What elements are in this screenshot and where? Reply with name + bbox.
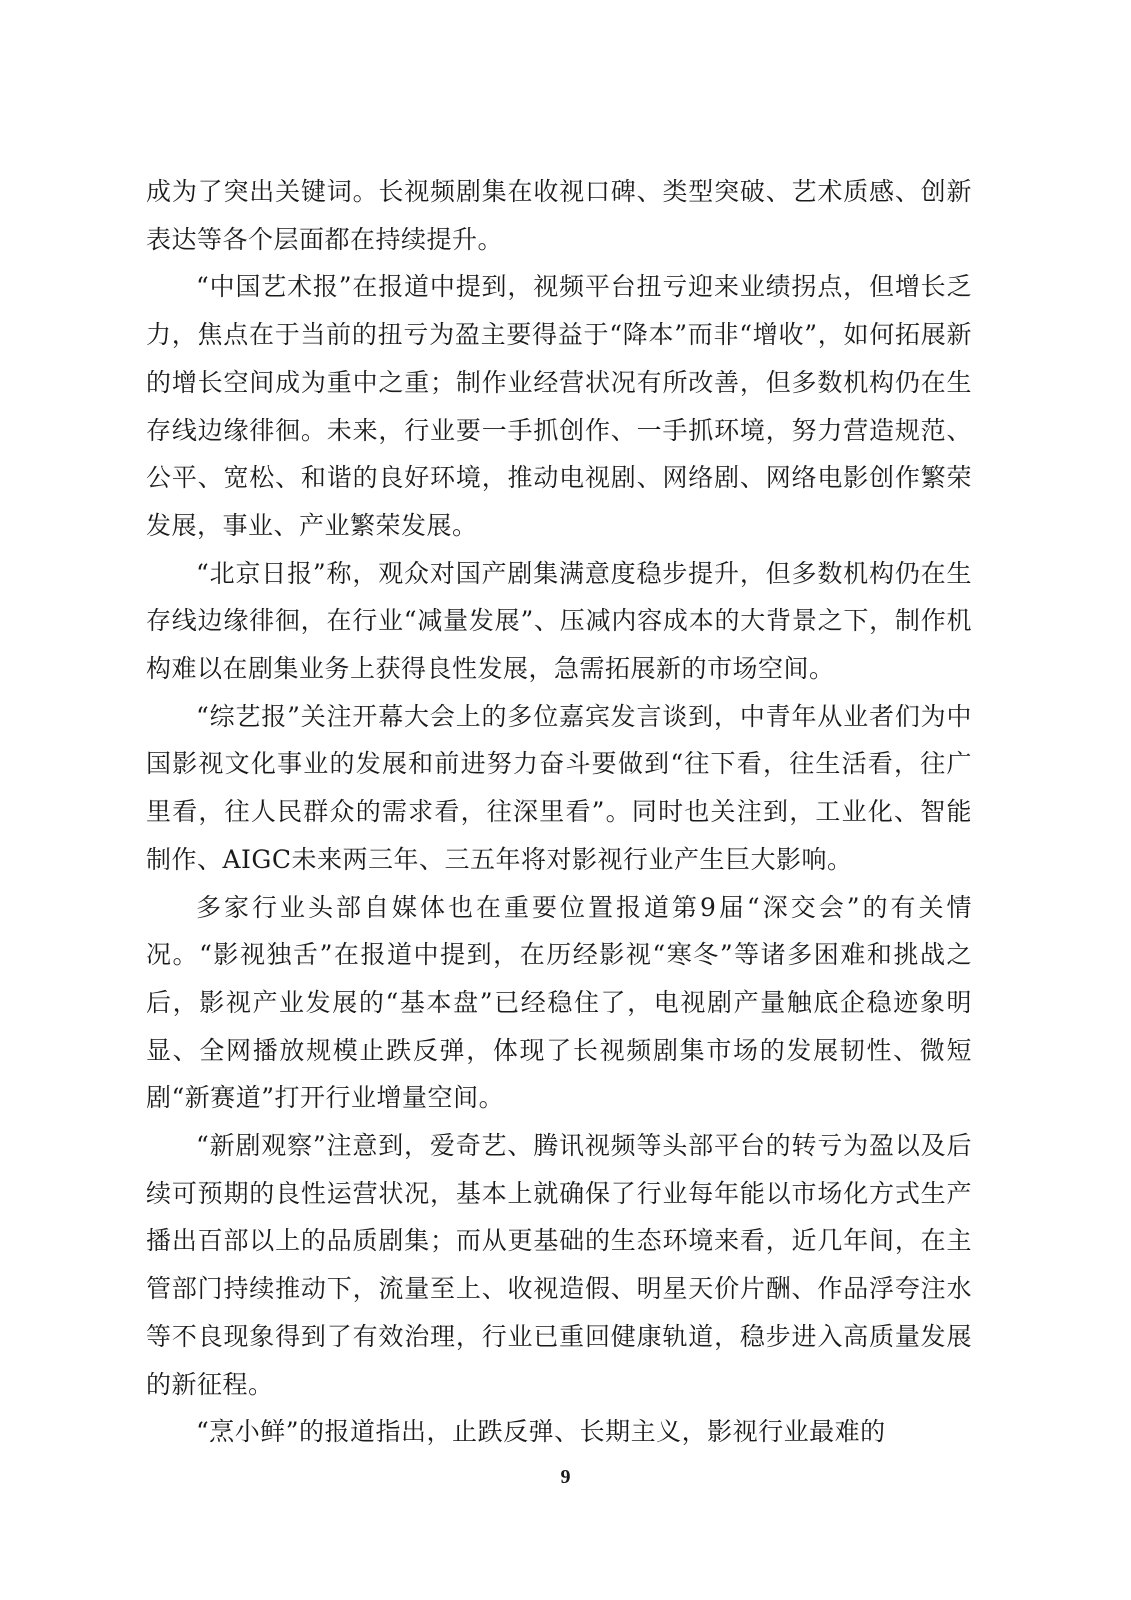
page-number: 9	[560, 1466, 571, 1488]
paragraph-3: “北京日报”称，观众对国产剧集满意度稳步提升，但多数机构仍在生存线边缘徘徊，在行业“减量发展”、压减内容成本的大背景之下，制作机构难以在剧集业务上获得良性发展，急需拓展新的市场空间。	[146, 558, 972, 684]
paragraph-4: “综艺报”关注开幕大会上的多位嘉宾发言谈到，中青年从业者们为中国影视文化事业的发展和前进努力奋斗要做到“往下看，往生活看，往广里看，往人民群众的需求看，往深里看”。同时也关注到，工业化、智能制作、AIGC未来两三年、三五年将对影视行业产生巨大影响。	[146, 701, 972, 874]
paragraph-7: “烹小鲜”的报道指出，止跌反弹、长期主义，影视行业最难的	[196, 1417, 886, 1447]
paragraph-5: 多家行业头部自媒体也在重要位置报道第9届“深交会”的有关情况。“影视独舌”在报道中提到，在历经影视“寒冬”等诸多困难和挑战之后，影视产业发展的“基本盘”已经稳住了，电视剧产量触底企稳迹象明显、全网播放规模止跌反弹，体现了长视频剧集市场的发展韧性、微短剧“新赛道”打开行业增量空间。	[146, 892, 972, 1113]
body-text	[146, 168, 972, 1456]
paragraph-2: “中国艺术报”在报道中提到，视频平台扭亏迎来业绩拐点，但增长乏力，焦点在于当前的扭亏为盈主要得益于“降本”而非“增收”，如何拓展新的增长空间成为重中之重；制作业经营状况有所改善，但多数机构仍在生存线边缘徘徊。未来，行业要一手抓创作、一手抓环境，努力营造规范、公平、宽松、和谐的良好环境，推动电视剧、网络剧、网络电影创作繁荣发展，事业、产业繁荣发展。	[146, 272, 972, 540]
paragraph-6: “新剧观察”注意到，爱奇艺、腾讯视频等头部平台的转亏为盈以及后续可预期的良性运营状况，基本上就确保了行业每年能以市场化方式生产播出百部以上的品质剧集；而从更基础的生态环境来看，近几年间，在主管部门持续推动下，流量至上、收视造假、明星天价片酬、作品浮夸注水等不良现象得到了有效治理，行业已重回健康轨道，稳步进入高质量发展的新征程。	[146, 1131, 972, 1399]
paragraph-1: 成为了突出关键词。长视频剧集在收视口碑、类型突破、艺术质感、创新表达等各个层面都在持续提升。	[146, 177, 972, 254]
